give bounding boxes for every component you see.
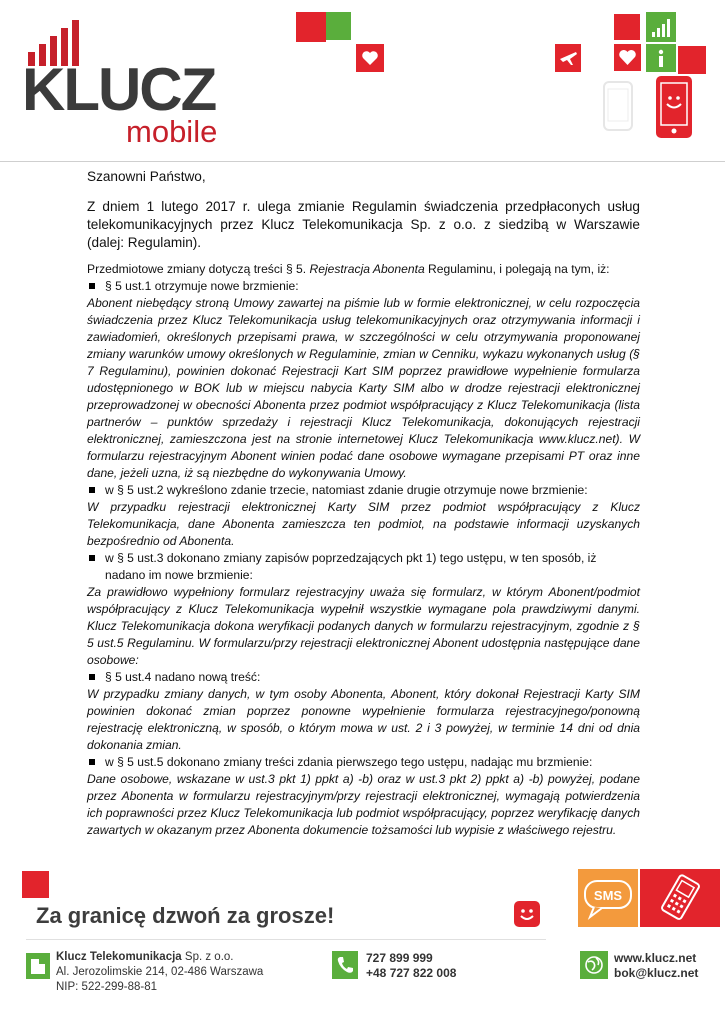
red-tile <box>22 871 49 898</box>
globe-icon <box>580 951 608 984</box>
phone-number-1[interactable]: 727 899 999 <box>366 951 433 965</box>
sms-icon <box>578 869 638 927</box>
quoted-provision: Dane osobowe, wskazane w ust.3 pkt 1) ppkt a) -b) oraz w ust.3 pkt 2) ppkt a) -b) powyżej, podane przez Abonenta w formularzu rejestracyjnym/przy rejestracji elektronicznej, wymagają potwierdzenia ich poprawności przez Klucz Telekomunikacja lub podmiot współpracujący, poprzez weryfikację danych zawartych w okazanym przez Abonenta dokumencie tożsamości lub wypisie z właściwego rejestru. <box>87 772 640 837</box>
phone-numbers <box>366 951 456 981</box>
intro-paragraph: Z dniem 1 lutego 2017 r. ulega zmianie Regulamin świadczenia przedpłaconych usług telekomunikacyjnych przez Klucz Telekomunikacja Sp. z o.o. z siedzibą w Warszawie (dalej: Regulamin). <box>87 199 640 250</box>
quoted-provision: W przypadku zmiany danych, w tym osoby Abonenta, Abonent, który dokonał Rejestracji Karty SIM powinien dokonać zmian poprzez ponowne wypełnienie formularza rejestracyjnego/ponowną rejestrację elektroniczną, w sposób, o którym mowa w ust. 2 i 3 powyżej, w terminie 14 dni od dnia dokonania zmian. <box>87 687 640 752</box>
quoted-provision: Abonent niebędący stroną Umowy zawartej na piśmie lub w formie elektronicznej, w celu rozpoczęcia świadczenia przez Klucz Telekomunikacja usług telekomunikacyjnych oraz otrzymywania informacji i zawiadomień, określonych przepisami prawa, w szczególności w celu otrzymywania proponowanej zmiany warunków umowy określonych w Regulaminie, zmian w Cenniku, wykazu wykonanych usług (§ 7 Regulaminu), powinien dokonać Rejestracji Kart SIM poprzez prawidłowe wypełnienie formularza udostępnionego w BOK lub w miejscu nabycia Karty SIM albo w drodze rejestracji elektronicznej przeprowadzonej w obecności Abonenta przez podmiot współpracujący z Klucz Telekomunikacja (lista partnerów – punktów sprzedaży i rejestracji Klucz Telekomunikacja, dokonujących rejestracji elektronicznej, zamieszczona jest na stronie internetowej Klucz Telekomunikacja www.klucz.net). W formularzu rejestracyjnym Abonent winien podać dane osobowe wymagane przepisami PT oraz inne dane, jeżeli uzna, iż są niezbędne do wykonywania Umowy. <box>87 296 640 480</box>
company-name: Klucz Telekomunikacja <box>56 951 182 963</box>
letterhead-header <box>0 0 725 162</box>
letter-body <box>87 168 640 839</box>
logo-subtitle: mobile <box>126 114 218 149</box>
company-address: Al. Jerozolimskie 214, 02-486 Warszawa <box>56 966 264 978</box>
signal-bars-icon <box>646 12 676 42</box>
green-tile <box>326 12 351 40</box>
logo-wordmark: KLUCZ <box>22 56 216 123</box>
web-contact <box>614 951 698 981</box>
footer-divider <box>26 939 546 940</box>
bullet-item: w § 5 ust.3 dokonano zmiany zapisów poprzedzających pkt 1) tego ustępu, w ten sposób, iż nadano im nowe brzmienie: <box>87 550 640 584</box>
letterhead-footer <box>0 865 725 1024</box>
company-nip: NIP: 522-299-88-81 <box>56 981 158 993</box>
lead-after: Regulaminu, i polegają na tym, iż: <box>424 262 610 276</box>
building-icon <box>26 953 50 984</box>
bullet-item: w § 5 ust.5 dokonano zmiany treści zdania pierwszego tego ustępu, nadając mu brzmienie: <box>87 754 640 771</box>
heart-icon <box>614 44 641 71</box>
quoted-provision: W przypadku rejestracji elektronicznej Karty SIM przez podmiot współpracujący z Klucz Telekomunikacja, dane Abonenta zamieszcza ten podmiot, na podstawie informacji uzyskanych bezpośrednio od Abonenta. <box>87 500 640 548</box>
bullet-item: w § 5 ust.2 wykreślono zdanie trzecie, natomiast zdanie drugie otrzymuje nowe brzmienie: <box>87 482 640 499</box>
company-suffix: Sp. z o.o. <box>181 951 234 963</box>
lead-italic: Rejestracja Abonenta <box>309 262 425 276</box>
phone-handset-icon <box>332 951 358 984</box>
website-link[interactable]: www.klucz.net <box>614 951 697 965</box>
airplane-icon <box>555 44 581 72</box>
email-link[interactable]: bok@klucz.net <box>614 966 699 980</box>
company-details <box>56 950 263 995</box>
klucz-mobile-logo <box>22 18 232 148</box>
lead-paragraph <box>87 261 640 278</box>
bullet-item: § 5 ust.1 otrzymuje nowe brzmienie: <box>87 278 640 295</box>
smartphone-icon <box>602 80 634 132</box>
red-tile <box>614 14 640 40</box>
quoted-provision: Za prawidłowo wypełniony formularz rejestracyjny uważa się formularz, w którym Abonent/podmiot współpracujący z Klucz Telekomunikacja wypełnił wszystkie wymagane pola prawdziwymi danymi. Klucz Telekomunikacja dokona weryfikacji podanych danych w formularzu rejestracyjnym, zgodnie z § 5 ust.5 Regulaminu. W formularzu/przy rejestracji elektronicznej Abonent udostępnia następujące dane osobowe: <box>87 585 640 667</box>
heart-icon <box>356 44 384 72</box>
mobile-phone-icon <box>640 869 720 927</box>
smiley-phone-icon <box>656 76 692 138</box>
phone-number-2[interactable]: +48 727 822 008 <box>366 966 457 980</box>
info-icon <box>646 44 676 72</box>
svg-text:SMS: SMS <box>593 888 623 903</box>
lead-before: Przedmiotowe zmiany dotyczą treści § 5. <box>87 262 310 276</box>
red-tile <box>678 46 706 74</box>
red-tile <box>296 12 326 42</box>
slogan: Za granicę dzwoń za grosze! <box>36 903 335 928</box>
salutation: Szanowni Państwo, <box>87 169 206 184</box>
bullet-item: § 5 ust.4 nadano nową treść: <box>87 669 640 686</box>
header-divider <box>0 161 725 162</box>
smiley-icon <box>514 901 540 927</box>
